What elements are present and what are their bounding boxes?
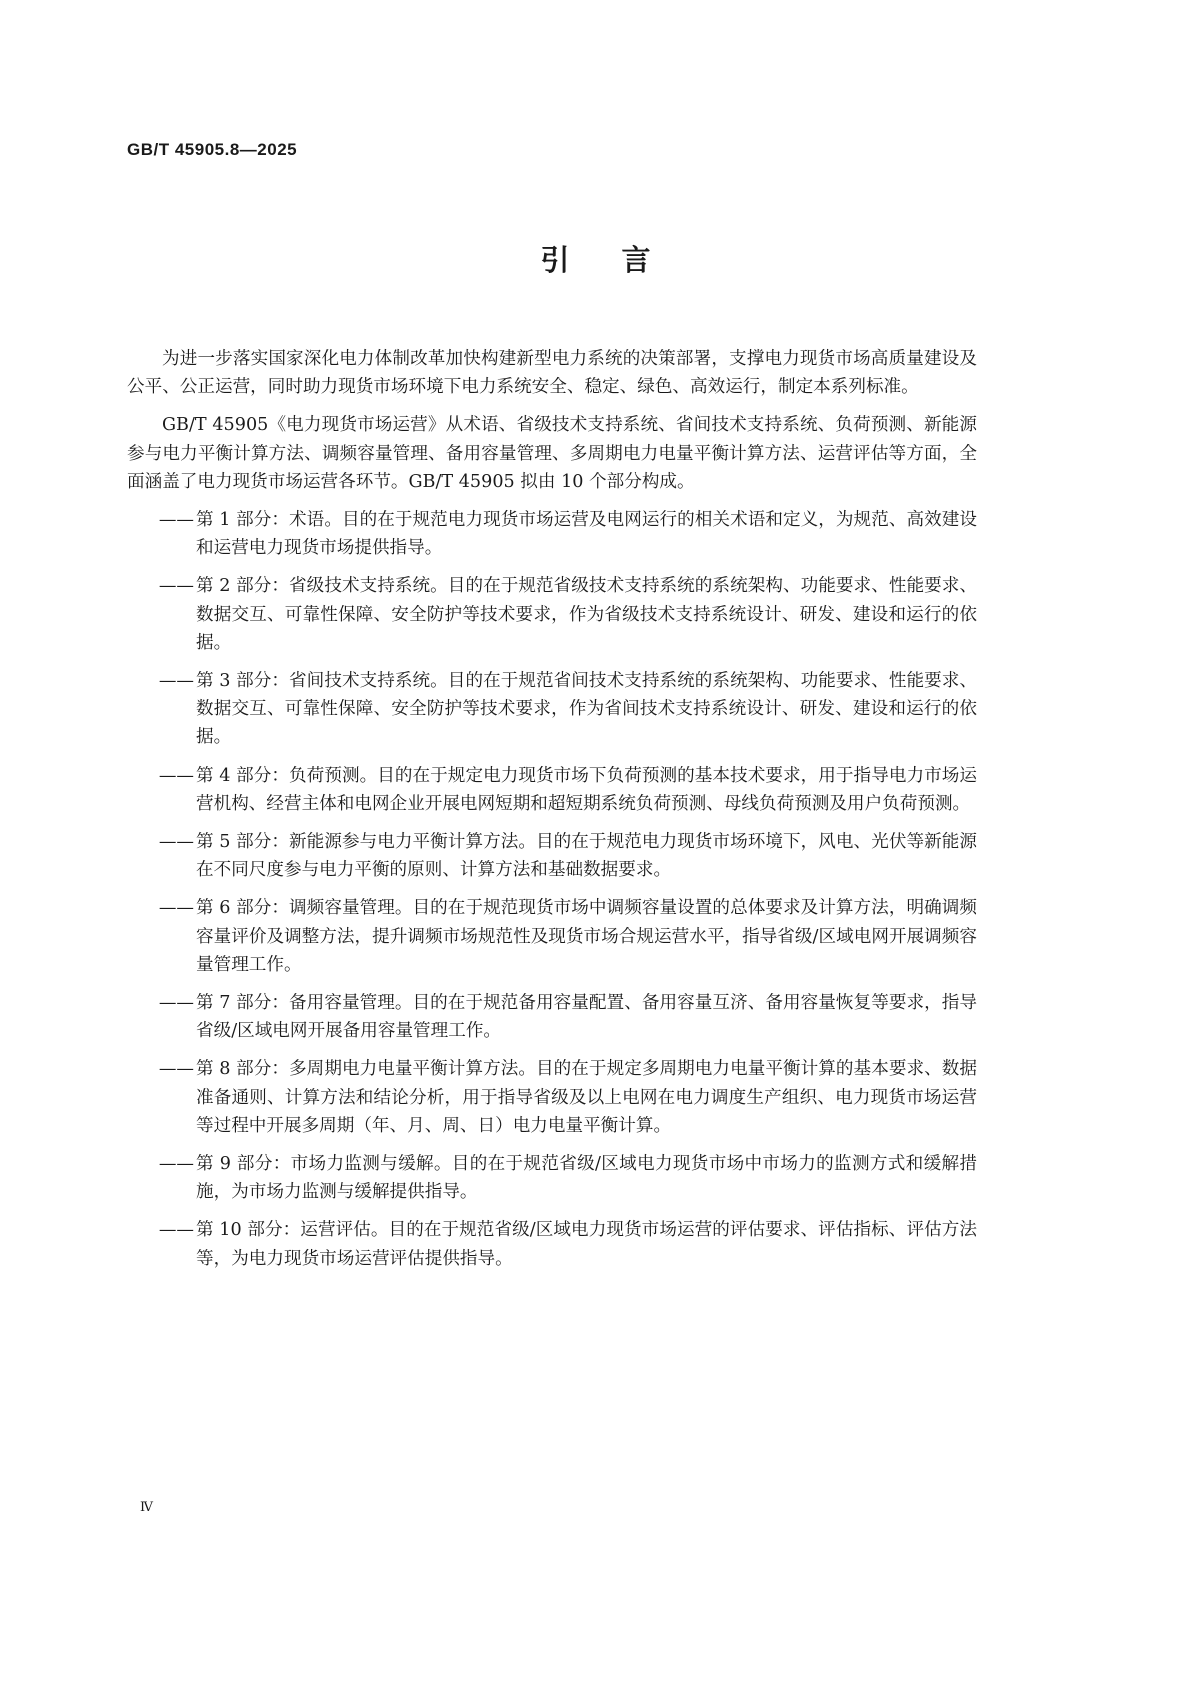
- part-list-item: [127, 894, 977, 979]
- list-dash: ——: [158, 1059, 194, 1080]
- part-list-item: [127, 1055, 977, 1140]
- scope-paragraph: GB/T 45905《电力现货市场运营》从术语、省级技术支持系统、省间技术支持系统、负荷预测、新能源参与电力平衡计算方法、调频容量管理、备用容量管理、多周期电力电量平衡计算方法、运营评估等方面，全面涵盖了电力现货市场运营各环节。GB/T 45905 拟由 10 个部分构成。: [127, 415, 977, 492]
- part-8-text: 第 8 部分：多周期电力电量平衡计算方法。目的在于规定多周期电力电量平衡计算的基本要求、数据准备通则、计算方法和结论分析，用于指导省级及以上电网在电力调度生产组织、电力现货市场运营等过程中开展多周期（年、月、周、日）电力电量平衡计算。: [196, 1059, 977, 1136]
- list-dash: ——: [158, 576, 194, 597]
- part-5-text: 第 5 部分：新能源参与电力平衡计算方法。目的在于规范电力现货市场环境下，风电、光伏等新能源在不同尺度参与电力平衡的原则、计算方法和基础数据要求。: [196, 832, 977, 881]
- intro-paragraph: 为进一步落实国家深化电力体制改革加快构建新型电力系统的决策部署，支撑电力现货市场高质量建设及公平、公正运营，同时助力现货市场环境下电力系统安全、稳定、绿色、高效运行，制定本系列标准。: [127, 349, 977, 398]
- page-title: 引言: [540, 243, 703, 277]
- part-list-item: [127, 1150, 977, 1206]
- part-list-item: [127, 989, 977, 1045]
- part-list-item: [127, 762, 977, 818]
- part-list-item: [127, 667, 977, 752]
- document-code: GB/T 45905.8—2025: [127, 140, 298, 159]
- list-dash: ——: [158, 993, 194, 1014]
- part-list-item: [127, 506, 977, 562]
- part-7-text: 第 7 部分：备用容量管理。目的在于规范备用容量配置、备用容量互济、备用容量恢复等要求，指导省级/区域电网开展备用容量管理工作。: [196, 993, 977, 1042]
- part-2-text: 第 2 部分：省级技术支持系统。目的在于规范省级技术支持系统的系统架构、功能要求、性能要求、数据交互、可靠性保障、安全防护等技术要求，作为省级技术支持系统设计、研发、建设和运行的依据。: [196, 576, 977, 653]
- part-list-item: [127, 1216, 977, 1272]
- list-dash: ——: [158, 832, 194, 853]
- part-list-item: [127, 572, 977, 657]
- part-10-text: 第 10 部分：运营评估。目的在于规范省级/区域电力现货市场运营的评估要求、评估指标、评估方法等，为电力现货市场运营评估提供指导。: [196, 1220, 977, 1269]
- part-9-text: 第 9 部分：市场力监测与缓解。目的在于规范省级/区域电力现货市场中市场力的监测方式和缓解措施，为市场力监测与缓解提供指导。: [196, 1154, 977, 1203]
- list-dash: ——: [158, 510, 194, 531]
- list-dash: ——: [158, 898, 194, 919]
- page-number: Ⅳ: [140, 1500, 153, 1515]
- part-3-text: 第 3 部分：省间技术支持系统。目的在于规范省间技术支持系统的系统架构、功能要求、性能要求、数据交互、可靠性保障、安全防护等技术要求，作为省间技术支持系统设计、研发、建设和运行的依据。: [196, 671, 977, 748]
- part-1-text: 第 1 部分：术语。目的在于规范电力现货市场运营及电网运行的相关术语和定义，为规范、高效建设和运营电力现货市场提供指导。: [196, 510, 977, 559]
- list-dash: ——: [158, 1220, 194, 1241]
- list-dash: ——: [158, 1154, 194, 1175]
- part-6-text: 第 6 部分：调频容量管理。目的在于规范现货市场中调频容量设置的总体要求及计算方法，明确调频容量评价及调整方法，提升调频市场规范性及现货市场合规运营水平，指导省级/区域电网开展调频容量管理工作。: [196, 898, 977, 975]
- list-dash: ——: [158, 765, 194, 786]
- part-list-item: [127, 828, 977, 884]
- list-dash: ——: [158, 671, 194, 692]
- document-body: [127, 345, 977, 1283]
- part-4-text: 第 4 部分：负荷预测。目的在于规定电力现货市场下负荷预测的基本技术要求，用于指导电力市场运营机构、经营主体和电网企业开展电网短期和超短期系统负荷预测、母线负荷预测及用户负荷预测。: [196, 765, 977, 814]
